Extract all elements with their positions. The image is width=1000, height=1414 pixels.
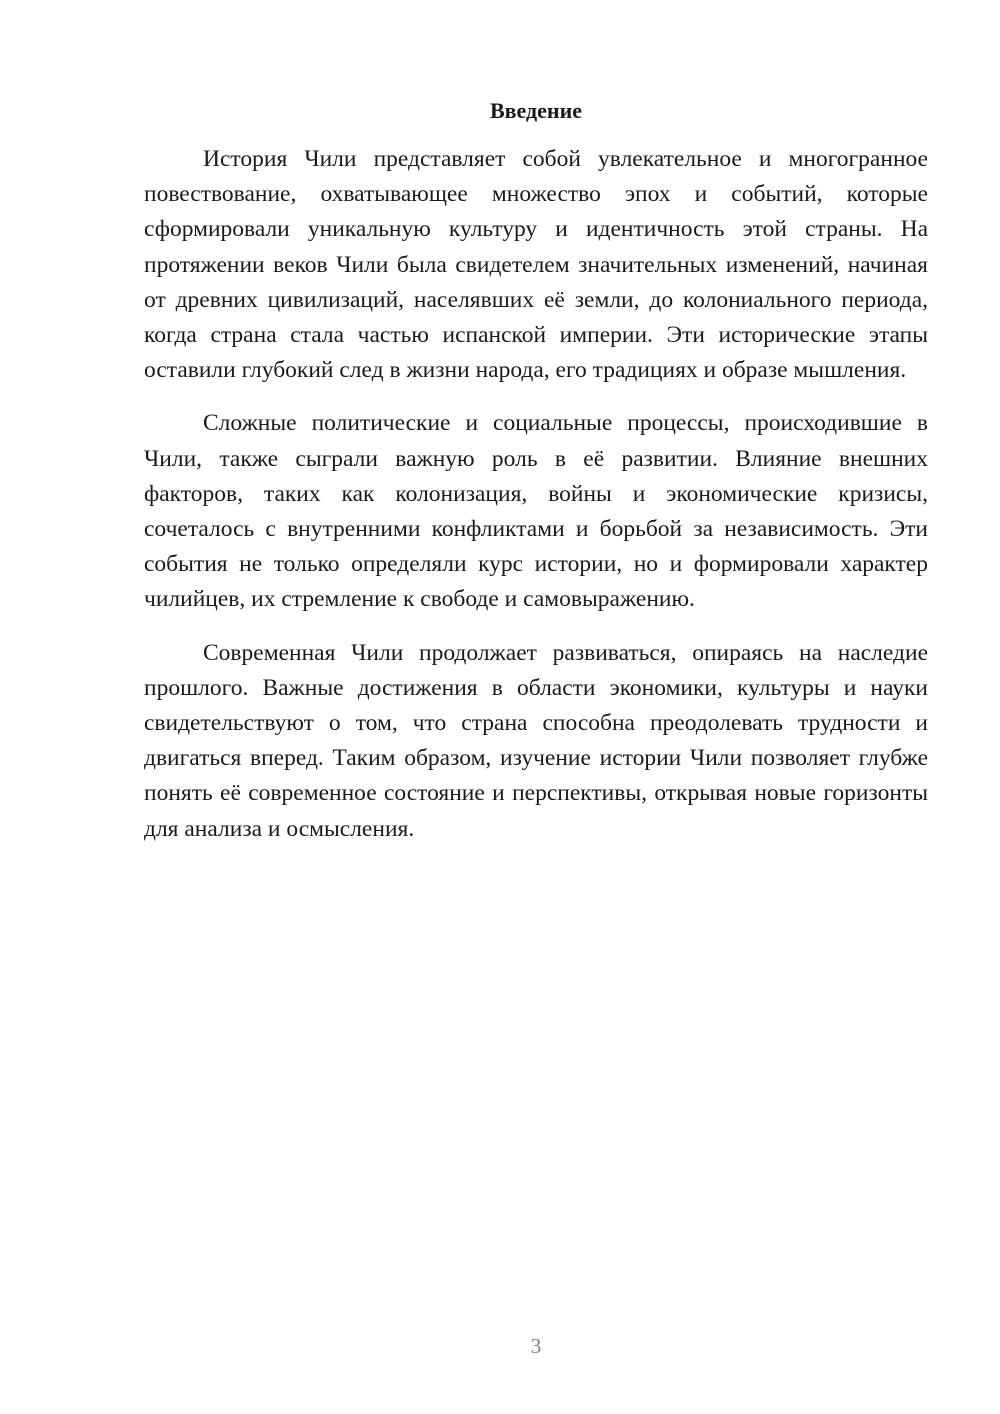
paragraph-3: Современная Чили продолжает развиваться, опираясь на наследие прошлого. Важные достижения в области экономики, культуры и науки свидетельствуют о том, что страна способна преодолевать трудности и двигаться вперед. Таким образом, изучение истории Чили позволяет глубже понять её современное состояние и перспективы, открывая новые горизонты для анализа и осмысления. [144,639,928,842]
page-number: 3 [530,1334,542,1358]
body-text [144,142,928,865]
page-title: Введение [489,98,583,123]
paragraph-1: История Чили представляет собой увлекательное и многогранное повествование, охватывающее множество эпох и событий, которые сформировали уникальную культуру и идентичность этой страны. На протяжении веков Чили была свидетелем значительных изменений, начиная от древних цивилизаций, населявших её земли, до колониального периода, когда страна стала частью испанской империи. Эти исторические этапы оставили глубокий след в жизни народа, его традициях и образе мышления. [144,146,928,384]
paragraph-2: Сложные политические и социальные процессы, происходившие в Чили, также сыграли важную роль в её развитии. Влияние внешних факторов, таких как колонизация, войны и экономические кризисы, сочеталось с внутренними конфликтами и борьбой за независимость. Эти события не только определяли курс истории, но и формировали характер чилийцев, их стремление к свободе и самовыражению. [144,410,928,613]
